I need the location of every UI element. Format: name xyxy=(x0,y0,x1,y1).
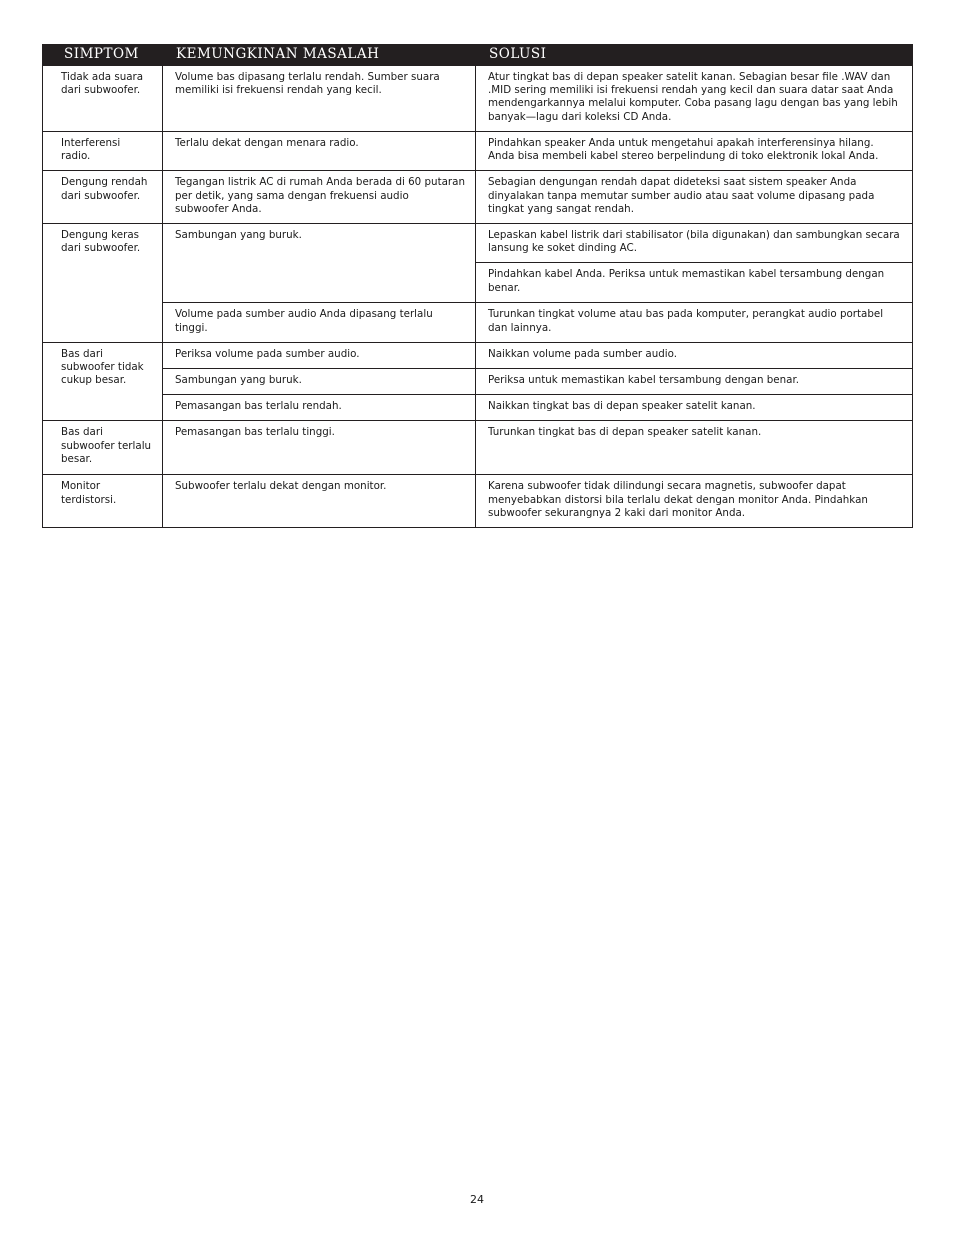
symptom-cell: Dengung keras dari subwoofer. xyxy=(43,224,163,343)
cause-cell: Periksa volume pada sumber audio. xyxy=(163,342,476,368)
table-row xyxy=(43,369,913,395)
solution-cell: Pindahkan speaker Anda untuk mengetahui apakah interferensinya hilang. Anda bisa membeli kabel stereo berpelindung di toko elektronik lokal Anda. xyxy=(476,132,913,171)
cause-cell: Pemasangan bas terlalu tinggi. xyxy=(163,421,476,475)
table-row xyxy=(43,342,913,368)
symptom-cell: Bas dari subwoofer tidak cukup besar. xyxy=(43,342,163,421)
header-possible-problem: KEMUNGKINAN MASALAH xyxy=(163,45,476,66)
cause-cell: Volume bas dipasang terlalu rendah. Sumber suara memiliki isi frekuensi rendah yang kecil. xyxy=(163,66,476,132)
table-row xyxy=(43,132,913,171)
cause-cell: Sambungan yang buruk. xyxy=(163,224,476,303)
solution-cell: Turunkan tingkat bas di depan speaker satelit kanan. xyxy=(476,421,913,475)
header-solution: SOLUSI xyxy=(476,45,913,66)
cause-cell: Sambungan yang buruk. xyxy=(163,369,476,395)
table-row xyxy=(43,475,913,528)
table-row xyxy=(43,171,913,224)
symptom-cell: Dengung rendah dari subwoofer. xyxy=(43,171,163,224)
table-row xyxy=(43,395,913,421)
table-row xyxy=(43,66,913,132)
cause-cell: Pemasangan bas terlalu rendah. xyxy=(163,395,476,421)
page-number: 24 xyxy=(470,1193,484,1206)
symptom-cell: Interferensi radio. xyxy=(43,132,163,171)
solution-cell: Atur tingkat bas di depan speaker satelit kanan. Sebagian besar file .WAV dan .MID sering memiliki isi frekuensi rendah yang kecil dan suara datar saat Anda mendengarkannya melalui komputer. Coba pasang lagu dengan bas yang lebih banyak—lagu dari koleksi CD Anda. xyxy=(476,66,913,132)
table-row xyxy=(43,421,913,475)
solution-cell: Karena subwoofer tidak dilindungi secara magnetis, subwoofer dapat menyebabkan distorsi bila terlalu dekat dengan monitor Anda. Pindahkan subwoofer sekurangnya 2 kaki dari monitor Anda. xyxy=(476,475,913,528)
cause-cell: Subwoofer terlalu dekat dengan monitor. xyxy=(163,475,476,528)
cause-cell: Volume pada sumber audio Anda dipasang terlalu tinggi. xyxy=(163,303,476,342)
symptom-cell: Bas dari subwoofer terlalu besar. xyxy=(43,421,163,475)
table-header-row xyxy=(43,45,913,66)
cause-cell: Terlalu dekat dengan menara radio. xyxy=(163,132,476,171)
solution-cell: Sebagian dengungan rendah dapat dideteksi saat sistem speaker Anda dinyalakan tanpa memutar sumber audio atau saat volume dipasang pada tingkat yang sangat rendah. xyxy=(476,171,913,224)
solution-cell: Periksa untuk memastikan kabel tersambung dengan benar. xyxy=(476,369,913,395)
header-symptom: SIMPTOM xyxy=(43,45,163,66)
solution-cell: Turunkan tingkat volume atau bas pada komputer, perangkat audio portabel dan lainnya. xyxy=(476,303,913,342)
solution-cell: Pindahkan kabel Anda. Periksa untuk memastikan kabel tersambung dengan benar. xyxy=(476,263,913,303)
table-row xyxy=(43,224,913,263)
symptom-cell: Tidak ada suara dari subwoofer. xyxy=(43,66,163,132)
symptom-cell: Monitor terdistorsi. xyxy=(43,475,163,528)
solution-cell: Naikkan tingkat bas di depan speaker satelit kanan. xyxy=(476,395,913,421)
solution-cell: Naikkan volume pada sumber audio. xyxy=(476,342,913,368)
troubleshooting-table xyxy=(42,44,913,528)
solution-cell: Lepaskan kabel listrik dari stabilisator (bila digunakan) dan sambungkan secara lansung ke soket dinding AC. xyxy=(476,224,913,263)
table-row xyxy=(43,303,913,342)
cause-cell: Tegangan listrik AC di rumah Anda berada di 60 putaran per detik, yang sama dengan frekuensi audio subwoofer Anda. xyxy=(163,171,476,224)
